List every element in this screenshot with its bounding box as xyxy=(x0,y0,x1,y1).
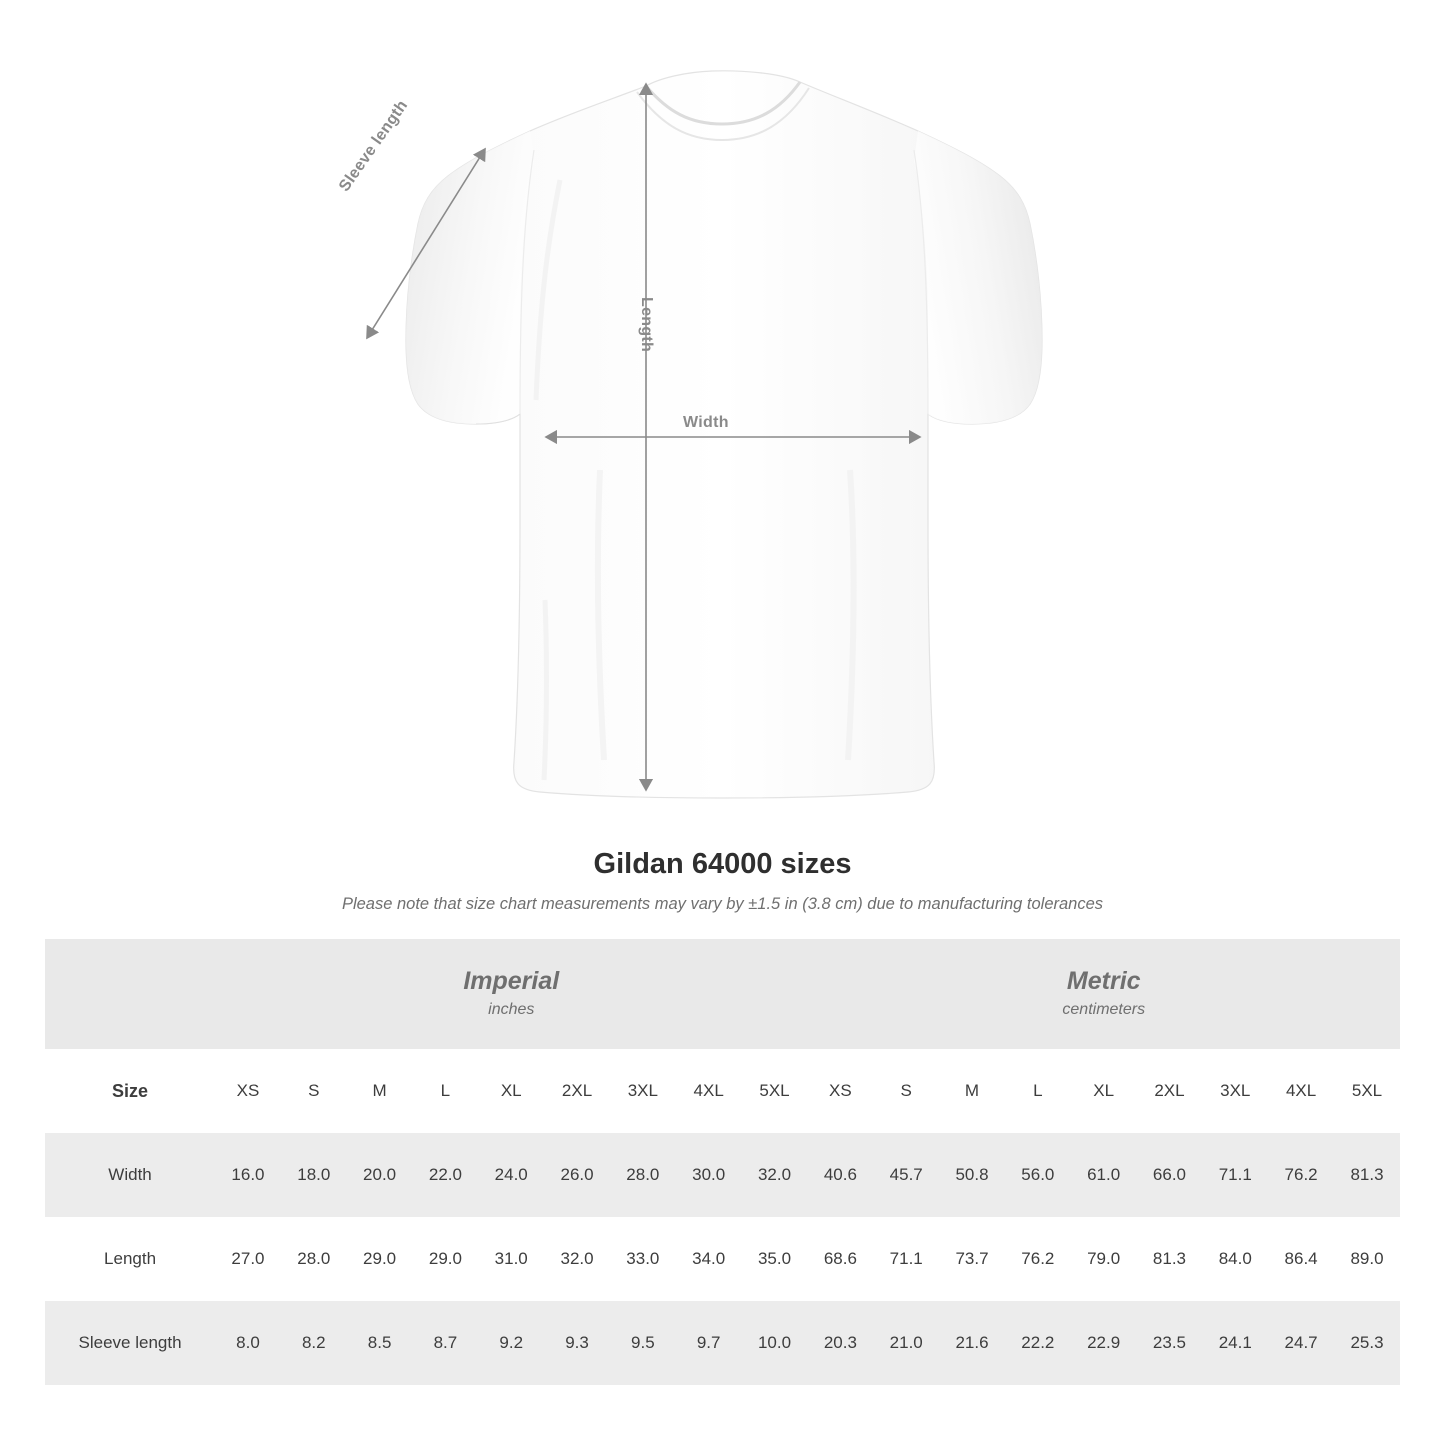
size-header-row xyxy=(45,1049,1400,1133)
sleeve-length-label: Sleeve length xyxy=(336,97,412,195)
cell-width-met-xl: 61.0 xyxy=(1071,1133,1137,1217)
cell-sleeve-imp-5xl: 10.0 xyxy=(742,1301,808,1385)
title-block xyxy=(0,848,1445,914)
cell-length-met-xl: 79.0 xyxy=(1071,1217,1137,1301)
cell-length-imp-2xl: 32.0 xyxy=(544,1217,610,1301)
cell-length-met-xs: 68.6 xyxy=(807,1217,873,1301)
size-col-imp-m: M xyxy=(347,1049,413,1133)
cell-width-met-2xl: 66.0 xyxy=(1137,1133,1203,1217)
row-label-sleeve-length: Sleeve length xyxy=(45,1301,215,1385)
width-label: Width xyxy=(683,414,729,431)
cell-length-imp-4xl: 34.0 xyxy=(676,1217,742,1301)
size-chart-table xyxy=(45,939,1400,1385)
unit-header-metric xyxy=(807,939,1400,1049)
measurement-tolerance-note: Please note that size chart measurements may vary by ±1.5 in (3.8 cm) due to manufacturing tolerances xyxy=(341,895,1104,913)
cell-width-met-xs: 40.6 xyxy=(807,1133,873,1217)
length-label: Length xyxy=(638,297,655,353)
cell-sleeve-met-3xl: 24.1 xyxy=(1202,1301,1268,1385)
size-header-label: Size xyxy=(45,1049,215,1133)
cell-width-met-l: 56.0 xyxy=(1005,1133,1071,1217)
size-col-imp-2xl: 2XL xyxy=(544,1049,610,1133)
unit-metric-name: Metric xyxy=(1066,966,1141,995)
cell-length-met-2xl: 81.3 xyxy=(1137,1217,1203,1301)
cell-width-met-m: 50.8 xyxy=(939,1133,1005,1217)
cell-length-imp-s: 28.0 xyxy=(281,1217,347,1301)
cell-length-met-s: 71.1 xyxy=(873,1217,939,1301)
cell-length-imp-5xl: 35.0 xyxy=(742,1217,808,1301)
page-title: Gildan 64000 sizes xyxy=(593,848,852,880)
table-row-sleeve-length xyxy=(45,1301,1400,1385)
cell-sleeve-met-l: 22.2 xyxy=(1005,1301,1071,1385)
cell-sleeve-imp-4xl: 9.7 xyxy=(676,1301,742,1385)
cell-sleeve-met-5xl: 25.3 xyxy=(1334,1301,1400,1385)
cell-length-imp-xl: 31.0 xyxy=(478,1217,544,1301)
unit-header-row xyxy=(45,939,1400,1049)
size-chart-table-wrap xyxy=(45,939,1400,1385)
cell-length-met-5xl: 89.0 xyxy=(1334,1217,1400,1301)
table-row-width xyxy=(45,1133,1400,1217)
size-col-met-3xl: 3XL xyxy=(1202,1049,1268,1133)
unit-imperial-sub: inches xyxy=(488,1000,535,1018)
cell-length-met-m: 73.7 xyxy=(939,1217,1005,1301)
size-col-imp-s: S xyxy=(281,1049,347,1133)
size-col-imp-5xl: 5XL xyxy=(742,1049,808,1133)
cell-sleeve-imp-s: 8.2 xyxy=(281,1301,347,1385)
cell-sleeve-imp-xs: 8.0 xyxy=(215,1301,281,1385)
cell-width-imp-xs: 16.0 xyxy=(215,1133,281,1217)
size-col-met-xl: XL xyxy=(1071,1049,1137,1133)
cell-length-met-l: 76.2 xyxy=(1005,1217,1071,1301)
row-label-length: Length xyxy=(45,1217,215,1301)
cell-sleeve-met-m: 21.6 xyxy=(939,1301,1005,1385)
cell-length-imp-xs: 27.0 xyxy=(215,1217,281,1301)
cell-sleeve-met-2xl: 23.5 xyxy=(1137,1301,1203,1385)
cell-width-met-3xl: 71.1 xyxy=(1202,1133,1268,1217)
size-col-imp-xl: XL xyxy=(478,1049,544,1133)
cell-width-imp-l: 22.0 xyxy=(413,1133,479,1217)
unit-header-imperial xyxy=(215,939,807,1049)
cell-width-imp-m: 20.0 xyxy=(347,1133,413,1217)
cell-sleeve-met-xs: 20.3 xyxy=(807,1301,873,1385)
cell-sleeve-imp-3xl: 9.5 xyxy=(610,1301,676,1385)
table-row-length xyxy=(45,1217,1400,1301)
cell-width-met-4xl: 76.2 xyxy=(1268,1133,1334,1217)
cell-width-met-s: 45.7 xyxy=(873,1133,939,1217)
cell-sleeve-met-s: 21.0 xyxy=(873,1301,939,1385)
cell-width-imp-4xl: 30.0 xyxy=(676,1133,742,1217)
size-col-imp-xs: XS xyxy=(215,1049,281,1133)
size-col-imp-l: L xyxy=(413,1049,479,1133)
cell-length-imp-m: 29.0 xyxy=(347,1217,413,1301)
size-col-met-2xl: 2XL xyxy=(1137,1049,1203,1133)
size-col-met-5xl: 5XL xyxy=(1334,1049,1400,1133)
cell-sleeve-imp-l: 8.7 xyxy=(413,1301,479,1385)
cell-sleeve-met-xl: 22.9 xyxy=(1071,1301,1137,1385)
cell-length-imp-l: 29.0 xyxy=(413,1217,479,1301)
cell-width-imp-2xl: 26.0 xyxy=(544,1133,610,1217)
cell-sleeve-imp-m: 8.5 xyxy=(347,1301,413,1385)
size-col-imp-4xl: 4XL xyxy=(676,1049,742,1133)
size-col-met-m: M xyxy=(939,1049,1005,1133)
cell-sleeve-imp-2xl: 9.3 xyxy=(544,1301,610,1385)
cell-width-imp-5xl: 32.0 xyxy=(742,1133,808,1217)
unit-imperial-name: Imperial xyxy=(463,966,560,995)
size-col-met-s: S xyxy=(873,1049,939,1133)
unit-header-blank xyxy=(45,939,215,1049)
size-col-met-l: L xyxy=(1005,1049,1071,1133)
cell-sleeve-imp-xl: 9.2 xyxy=(478,1301,544,1385)
cell-length-imp-3xl: 33.0 xyxy=(610,1217,676,1301)
cell-width-imp-s: 18.0 xyxy=(281,1133,347,1217)
cell-width-met-5xl: 81.3 xyxy=(1334,1133,1400,1217)
cell-length-met-3xl: 84.0 xyxy=(1202,1217,1268,1301)
cell-width-imp-3xl: 28.0 xyxy=(610,1133,676,1217)
cell-width-imp-xl: 24.0 xyxy=(478,1133,544,1217)
row-label-width: Width xyxy=(45,1133,215,1217)
cell-length-met-4xl: 86.4 xyxy=(1268,1217,1334,1301)
size-col-met-xs: XS xyxy=(807,1049,873,1133)
cell-sleeve-met-4xl: 24.7 xyxy=(1268,1301,1334,1385)
size-col-met-4xl: 4XL xyxy=(1268,1049,1334,1133)
unit-metric-sub: centimeters xyxy=(1062,1000,1146,1018)
size-col-imp-3xl: 3XL xyxy=(610,1049,676,1133)
